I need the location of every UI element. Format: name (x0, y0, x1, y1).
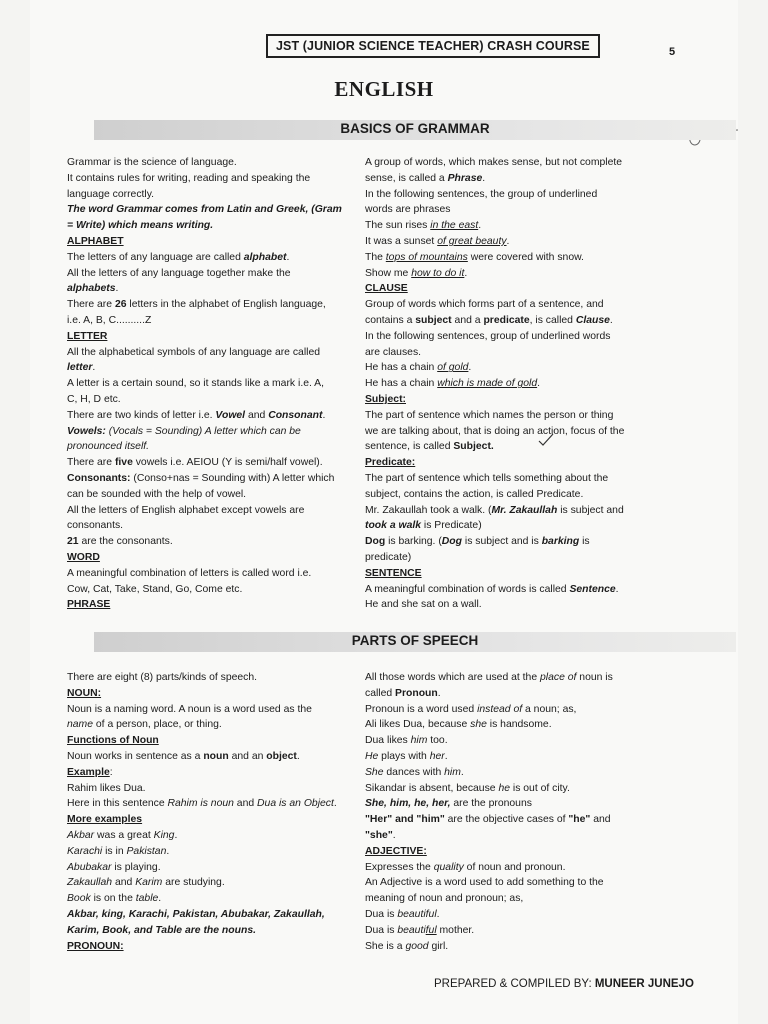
heading-predicate: Predicate: (365, 457, 416, 469)
text-line: subject, contains the action, is called Predicate. (365, 488, 584, 500)
text-line: He has a chain which is made of gold. (365, 378, 541, 390)
text-line: are clauses. (365, 346, 422, 358)
text-line: She dances with him. (365, 766, 464, 778)
text-line: called Pronoun. (365, 687, 441, 699)
text-line: Dua is beautiful mother. (365, 924, 475, 936)
text-line: Ali likes Dua, because she is handsome. (365, 719, 552, 731)
text-line: The tops of mountains were covered with snow. (365, 251, 584, 263)
heading-word: WORD (67, 551, 100, 563)
text-line: words are phrases (365, 204, 451, 216)
heading-pronoun: PRONOUN: (67, 940, 124, 952)
footer-prefix: PREPARED & COMPILED BY: (434, 978, 595, 990)
text-line: name of a person, place, or thing. (67, 719, 222, 731)
text-line: meaning of noun and pronoun; as, (365, 893, 524, 905)
heading-adjective: ADJECTIVE: (365, 845, 427, 857)
text-line: alphabets. (67, 283, 119, 295)
heading-noun: NOUN: (67, 687, 102, 699)
text-line: Here in this sentence Rahim is noun and Dua is an Object. (67, 798, 337, 810)
text-line: Zakaullah and Karim are studying. (67, 877, 225, 889)
text-line: "Her" and "him" are the objective cases of "he" and (365, 814, 611, 826)
text-line: She, him, he, her, are the pronouns (365, 798, 532, 810)
text-line: can be sounded with the help of vowel. (67, 488, 247, 500)
text-line: A meaningful combination of words is called Sentence. (365, 583, 619, 595)
text-line: 21 are the consonants. (67, 536, 173, 548)
text-line: It contains rules for writing, reading and speaking the (67, 172, 311, 184)
section-heading-basics-of-grammar: BASICS OF GRAMMAR (340, 121, 490, 136)
text-line: All the letters of any language together make the (67, 267, 291, 279)
text-line: There are eight (8) parts/kinds of speech. (67, 672, 258, 683)
heading-alphabet: ALPHABET (67, 235, 124, 247)
speech-left-column (67, 670, 337, 954)
text-line: A letter is a certain sound, so it stands like a mark i.e. A, (67, 378, 324, 390)
page-number: 5 (669, 46, 676, 58)
text-line: "she". (365, 829, 396, 841)
text-line: Mr. Zakaullah took a walk. (Mr. Zakaullah is subject and (365, 504, 624, 516)
text-line: The sun rises in the east. (365, 220, 482, 232)
text-line: Show me how to do it. (365, 267, 468, 279)
text-line: i.e. A, B, C..........Z (67, 314, 152, 326)
text-line: we are talking about, that is doing an action, focus of the (365, 425, 625, 437)
page-title: ENGLISH (334, 77, 434, 101)
heading-clause: CLAUSE (365, 283, 408, 295)
text-line: All the alphabetical symbols of any language are called (67, 346, 320, 358)
section-band-basics (94, 120, 736, 140)
text-line: He plays with her. (365, 750, 448, 762)
text-line: Karim, Book, and Table are the nouns. (67, 924, 256, 936)
text-line: The word Grammar comes from Latin and Greek, (Gram (67, 204, 342, 216)
text-line: A meaningful combination of letters is called word i.e. (67, 567, 312, 579)
text-line: She is a good girl. (365, 940, 449, 952)
text-line: All the letters of English alphabet except vowels are (67, 504, 305, 516)
text-line: In the following sentences, the group of underlined (365, 188, 598, 200)
footer-credit (434, 978, 694, 990)
section-heading-parts-of-speech: PARTS OF SPEECH (351, 633, 479, 648)
grammar-left-column (67, 155, 342, 613)
heading-subject: Subject: (365, 393, 406, 405)
text-line: He and she sat on a wall. (365, 599, 482, 611)
text-line: Dua likes him too. (365, 735, 448, 747)
text-line: consonants. (67, 520, 124, 532)
text-line: contains a subject and a predicate, is called Clause. (365, 314, 613, 326)
text-line: took a walk is Predicate) (365, 520, 482, 532)
checkmark-icon (538, 433, 554, 447)
text-line: A group of words, which makes sense, but not complete (365, 157, 623, 168)
text-line: Pronoun is a word used instead of a noun; as, (365, 703, 577, 715)
grammar-right-column (365, 155, 624, 613)
text-line: Noun is a naming word. A noun is a word used as the (67, 703, 312, 715)
text-line: Akbar, king, Karachi, Pakistan, Abubakar, Zakaullah, (67, 908, 325, 920)
author-name: MUNEER JUNEJO (594, 978, 694, 990)
text-line: In the following sentences, group of underlined words (365, 330, 611, 342)
text-line: Consonants: (Conso+nas = Sounding with) A letter which (67, 472, 335, 484)
text-line: The part of sentence which names the person or thing (365, 409, 614, 421)
text-line: Akbar was a great King. (67, 829, 178, 841)
text-line: There are 26 letters in the alphabet of English language, (67, 299, 326, 311)
heading-functions-of-noun: Functions of Noun (67, 735, 159, 747)
text-line: Vowels: (Vocals = Sounding) A letter which can be (67, 425, 301, 437)
text-line: The part of sentence which tells something about the (365, 472, 609, 484)
text-line: The letters of any language are called alphabet. (67, 251, 290, 263)
text-line: All those words which are used at the place of noun is (365, 672, 613, 683)
text-line: C, H, D etc. (67, 393, 121, 405)
heading-letter: LETTER (67, 330, 108, 342)
text-line: Book is on the table. (67, 893, 162, 905)
text-line: Karachi is in Pakistan. (67, 845, 170, 857)
text-line: predicate) (365, 551, 412, 563)
heading-sentence: SENTENCE (365, 567, 422, 579)
text-line: sense, is called a Phrase. (365, 172, 486, 184)
text-line: There are two kinds of letter i.e. Vowel and Consonant. (67, 409, 326, 421)
text-line: Cow, Cat, Take, Stand, Go, Come etc. (67, 583, 243, 595)
text-line: There are five vowels i.e. AEIOU (Y is semi/half vowel). (67, 457, 323, 469)
text-line: Abubakar is playing. (67, 861, 161, 873)
text-line: = Write) which means writing. (67, 220, 214, 232)
text-line: He has a chain of gold. (365, 362, 472, 374)
heading-more-examples: More examples (67, 814, 143, 826)
text-line: Dog is barking. (Dog is subject and is barking is (365, 536, 590, 548)
text-line: An Adjective is a word used to add something to the (365, 877, 604, 889)
text-line: It was a sunset of great beauty. (365, 235, 510, 247)
text-line: pronounced itself. (67, 441, 150, 453)
heading-phrase: PHRASE (67, 599, 111, 611)
text-line: Expresses the quality of noun and pronoun. (365, 861, 566, 873)
text-line: Rahim likes Dua. (67, 782, 146, 794)
text-line: Example: (67, 766, 113, 778)
text-line: Group of words which forms part of a sentence, and (365, 299, 604, 311)
section-band-parts-of-speech (94, 632, 736, 652)
speech-right-column (365, 670, 613, 954)
text-line: Dua is beautiful. (365, 908, 440, 920)
text-line: sentence, is called Subject. (365, 441, 494, 453)
text-line: Noun works in sentence as a noun and an object. (67, 750, 300, 762)
document-page (30, 0, 738, 1024)
text-line: Sikandar is absent, because he is out of city. (365, 782, 570, 794)
text-line: language correctly. (67, 188, 155, 200)
course-header: JST (JUNIOR SCIENCE TEACHER) CRASH COURSE (266, 34, 600, 58)
text-line: Grammar is the science of language. (67, 157, 237, 168)
text-line: letter. (67, 362, 96, 374)
